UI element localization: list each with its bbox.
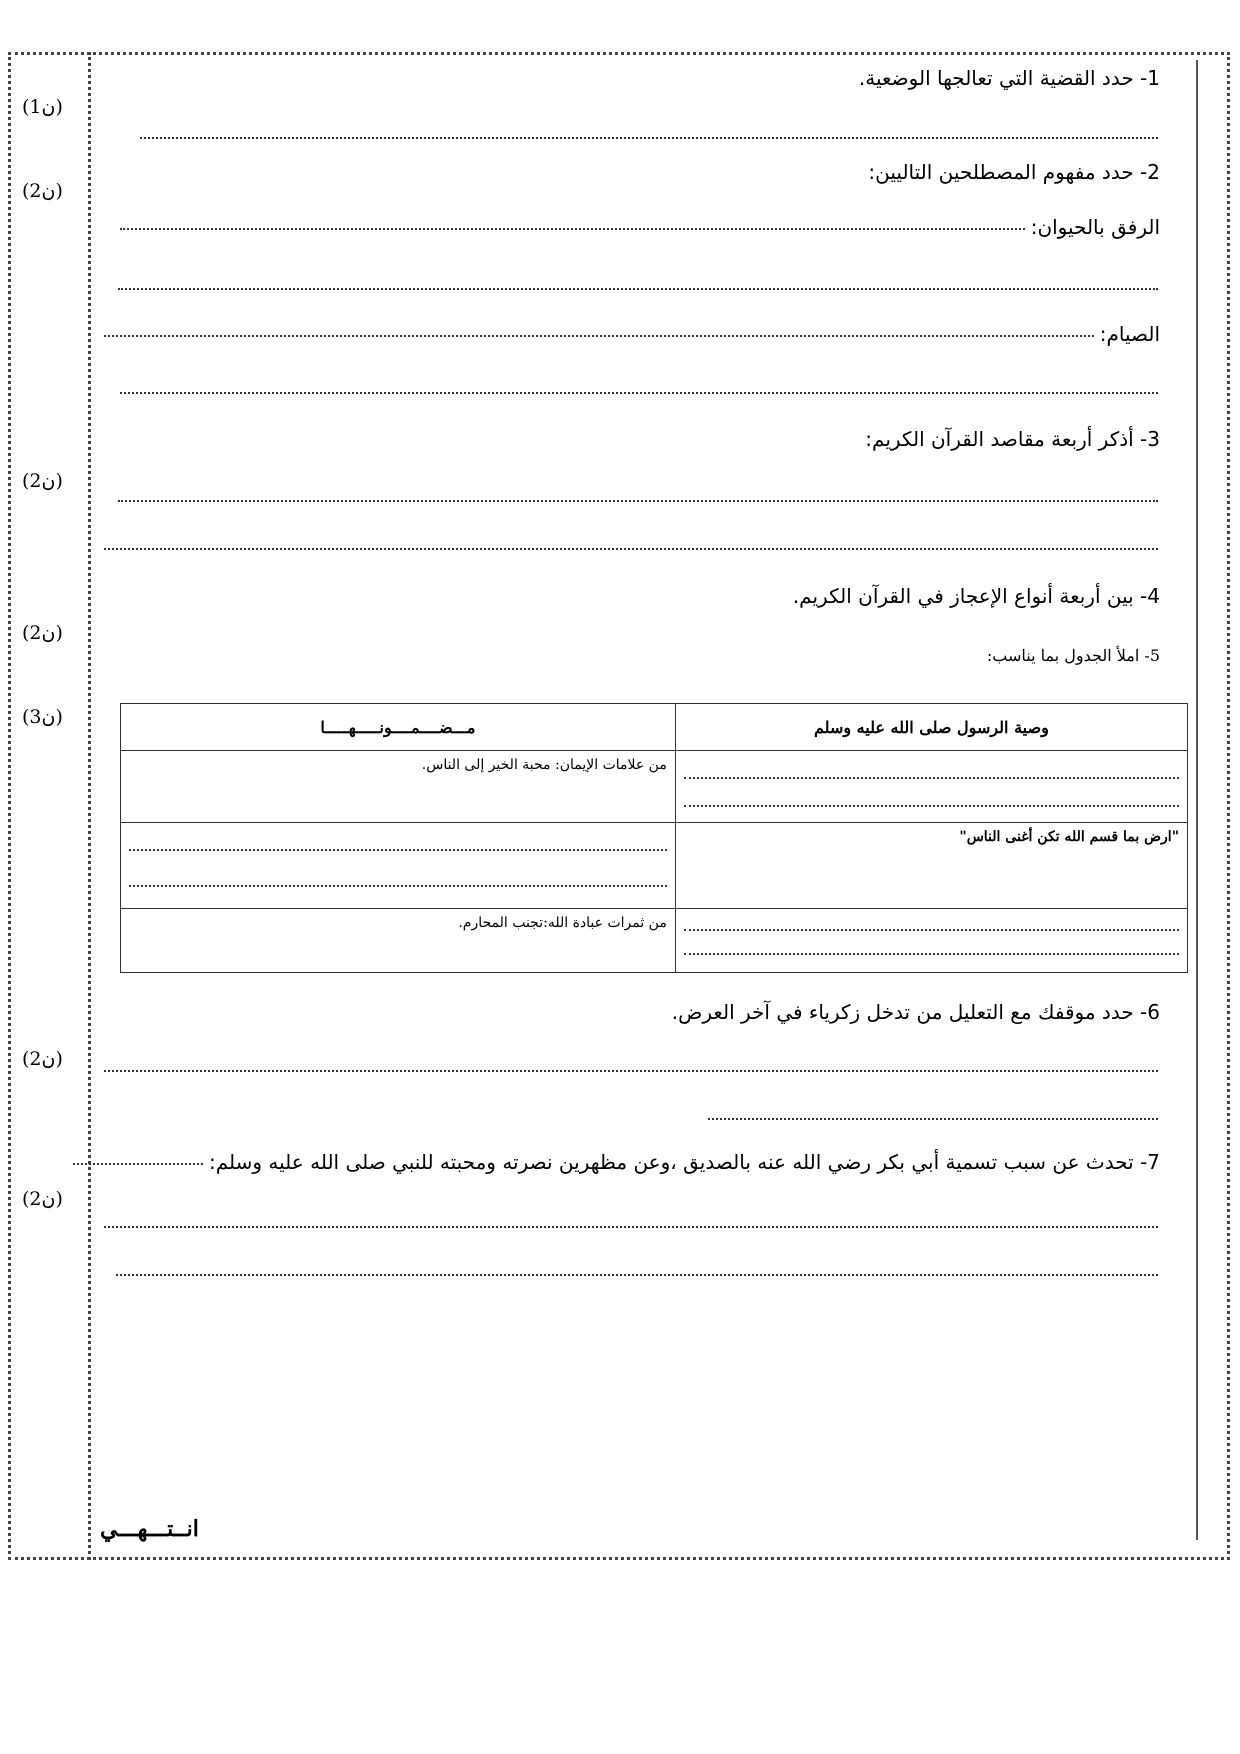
answer-table [120,703,1188,973]
question-4: 4- بين أربعة أنواع الإعجاز في القرآن الكريم. [792,584,1160,608]
answer-line[interactable] [120,392,1158,394]
answer-line[interactable] [116,1274,1158,1276]
score-q3: (2ن) [22,470,63,492]
answer-line[interactable] [104,548,1158,550]
table-cell: من ثمرات عبادة الله:تجنب المحارم. [121,909,676,973]
question-7 [73,1150,1160,1174]
table-cell: "ارض بما قسم الله تكن أغنى الناس" [675,823,1187,909]
question-5: 5- املأ الجدول بما يناسب: [986,646,1160,665]
table-row [121,751,1188,823]
answer-line[interactable] [684,953,1179,955]
answer-line[interactable] [684,777,1179,779]
table-cell-answer[interactable] [121,823,676,909]
score-q5: (3ن) [22,706,63,728]
answer-line[interactable] [118,288,1158,290]
table-header-row [121,704,1188,751]
answer-line[interactable] [684,805,1179,807]
answer-line[interactable] [129,885,667,887]
term-label: الرفق بالحيوان: [1030,215,1160,239]
score-column-divider [88,52,91,1560]
table-cell: من علامات الإيمان: محبة الخير إلى الناس. [121,751,676,823]
table-row [121,909,1188,973]
header-hadith: وصية الرسول صلى الله عليه وسلم [675,704,1187,751]
answer-line[interactable] [73,1163,203,1165]
answer-line[interactable] [104,335,1094,337]
question-1: 1- حدد القضية التي تعالجها الوضعية. [858,66,1160,90]
answer-line[interactable] [129,849,667,851]
table-row [121,823,1188,909]
score-q1: (1ن) [22,96,63,118]
table-cell-answer[interactable] [675,909,1187,973]
term-label: الصيام: [1099,322,1160,346]
answer-line[interactable] [118,500,1158,502]
question-3: 3- أذكر أربعة مقاصد القرآن الكريم: [865,427,1160,451]
question-6: 6- حدد موقفك مع التعليل من تدخل زكرياء في آخر العرض. [671,1000,1160,1024]
answer-line[interactable] [104,1070,1158,1072]
question-2: 2- حدد مفهوم المصطلحين التاليين: [868,160,1160,184]
answer-line[interactable] [708,1118,1158,1120]
score-q4: (2ن) [22,622,63,644]
header-content: مـــضــــمــــونـــــهـــــا [121,704,676,751]
answer-line[interactable] [140,137,1158,139]
score-q2: (2ن) [22,180,63,202]
answer-line[interactable] [684,929,1179,931]
question-7-text: 7- تحدث عن سبب تسمية أبي بكر رضي الله عنه بالصديق ،وعن مظهرين نصرته ومحبته للنبي صلى الله عليه وسلم: [208,1150,1160,1174]
term-animal-kindness [120,215,1160,239]
answer-line[interactable] [120,228,1025,230]
end-label: انــتـــهـــي [100,1516,199,1542]
score-q7: (2ن) [22,1188,63,1210]
margin-line [1196,60,1198,1540]
table-cell-answer[interactable] [675,751,1187,823]
answer-line[interactable] [104,1226,1158,1228]
term-fasting [104,322,1160,346]
score-q6: (2ن) [22,1048,63,1070]
